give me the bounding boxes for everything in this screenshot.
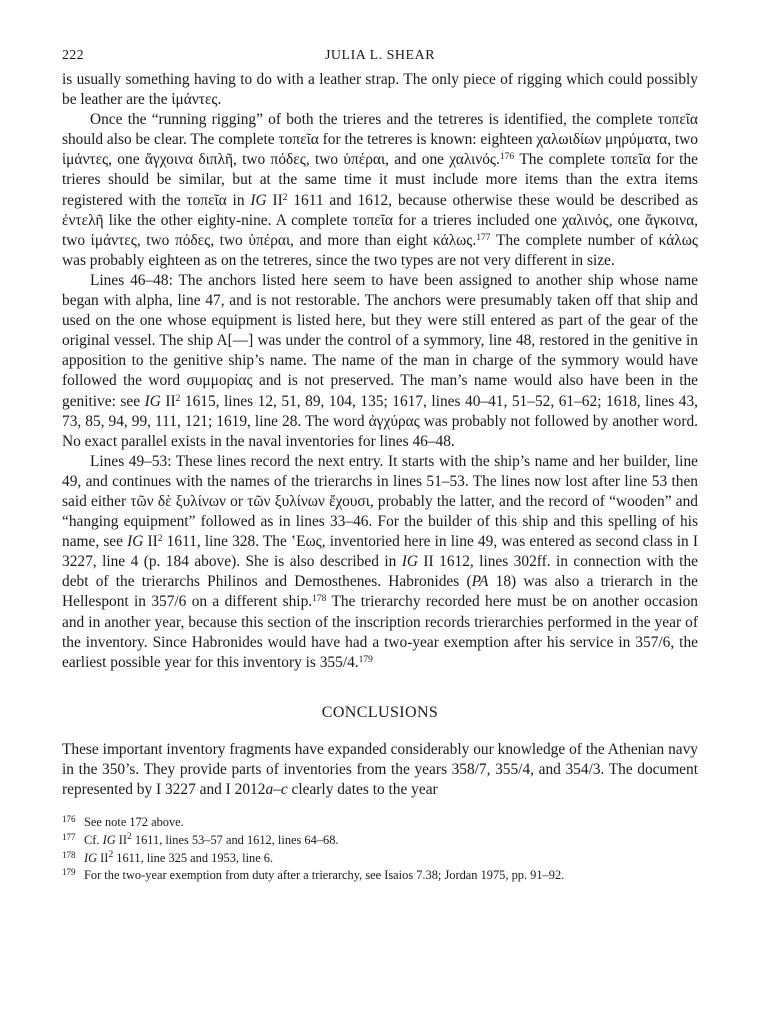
page-number: 222 (62, 48, 84, 63)
paragraph-lines-49-53: Lines 49–53: These lines record the next entry. It starts with the ship’s name and her builder, line 49, and continues with the names of the trierarchs in lines 51–53. The lines now lost after line 53 then said either τῶν δὲ ξυλίνων or τῶν ξυλίνων ἔχουσι, probably the latter, and the record of “wooden” and “hanging equipment” followed as in lines 33–46. For the builder of this ship and this spelling of his name, see IG $II^2$ 1611, line 328. The ʽΕως, inventoried here in line 49, was entered as second class in I 3227, line 4 (p. 184 above). She is also described in IG II 1612, lines 302ff. in connection with the debt of the trierarchs Philinos and Demosthenes. Habronides (PA 18) was also a trierarch in the Hellespont in 357/6 on a different ship.$^{178}$ The trierarchy recorded here must be on another occasion and in another year, because this section of the inscription records trierarchies performed in the year of the inventory. Since Habronides would have had a two-year exemption after his service in 357/6, the earliest possible year for this inventory is 355/4.$^{179}$ (62, 452, 698, 671)
page (62, 46, 698, 885)
footnote-178: 178 IG $II^2$ 1611, line 325 and 1953, line 6. (62, 850, 698, 868)
paragraph-lines-46-48: Lines 46–48: The anchors listed here seem to have been assigned to another ship whose name began with alpha, line 47, and is not restorable. The anchors were presumably taken off that ship and used on the one whose equipment is listed here, but they were still entered as part of the gear of the original vessel. The ship A[––] was under the control of a symmory, line 48, restored in the genitive in apposition to the genitive ship’s name. The name of the man in charge of the symmory would have followed the word συμμορίας and is not preserved. The man’s name would also have been in the genitive: see IG $II^2$ 1615, lines 12, 51, 89, 104, 135; 1617, lines 40–41, 51–52, 61–62; 1618, lines 43, 73, 85, 94, 99, 111, 121; 1619, line 28. The word ἀγχύρας was probably not followed by another word. No exact parallel exists in the naval inventories for lines 46–48. (62, 271, 698, 450)
footnote-176: 176 See note 172 above. (62, 814, 698, 832)
footnote-mark: 179 (62, 867, 76, 878)
footnote-ref-176[interactable]: 176 (499, 152, 515, 163)
footnote-ref-177[interactable]: 177 (476, 232, 491, 243)
footnote-ref-178[interactable]: 178 (312, 594, 327, 605)
footnote-177: 177 Cf. IG $II^2$ 1611, lines 53–57 and 1612, lines 64–68. (62, 832, 698, 850)
section-heading-conclusions: CONCLUSIONS (321, 703, 439, 721)
running-head (62, 46, 698, 70)
paragraph-running-rigging: Once the “running rigging” of both the trieres and the tetreres is identified, the complete τοπεῖα should also be clear. The complete τοπεῖα for the tetreres is known: eighteen χαλωιδίων μηρύματα, two ἱμάντες, one ἄγχοινα διπλῆ, two πόδες, two ὑπέραι, and one χαλινός.$^{176}$ The complete τοπεῖα for the trieres should be similar, but at the same time it must include more items than the extra items registered with the τοπεῖα in IG $II^2$ 1611 and 1612, because otherwise these would be described as ἐντελῆ like the other eighty-nine. A complete τοπεῖα for a trieres included one χαλινός, one ἄγκοινα, two ἱμάντες, two πόδες, two ὑπέραι, and more than eight κάλως.$^{177}$ The complete number of κάλως was probably eighteen as on the tetreres, since the two types are not very different in size. (62, 111, 698, 269)
footnote-mark: 176 (62, 814, 76, 825)
footnote-mark: 177 (62, 831, 76, 842)
running-head-author: JULIA L. SHEAR (324, 48, 436, 63)
footnote-mark: 178 (62, 849, 76, 860)
main-text (62, 70, 698, 673)
footnote-179: 179 For the two-year exemption from duty after a trierarchy, see Isaios 7.38; Jordan 1975, pp. 91–92. (62, 867, 698, 885)
footnotes (62, 814, 698, 885)
paragraph-conclusions: These important inventory fragments have expanded considerably our knowledge of the Athenian navy in the 350’s. They provide parts of inventories from the years 358/7, 355/4, and 354/3. The document represented by I 3227 and I 2012a–c clearly dates to the year (62, 740, 698, 798)
paragraph-continuation: is usually something having to do with a leather strap. The only piece of rigging which could possibly be leather are the ἱμάντες. (62, 71, 698, 109)
footnote-ref-179[interactable]: 179 (358, 654, 373, 665)
conclusions-text (62, 740, 698, 800)
